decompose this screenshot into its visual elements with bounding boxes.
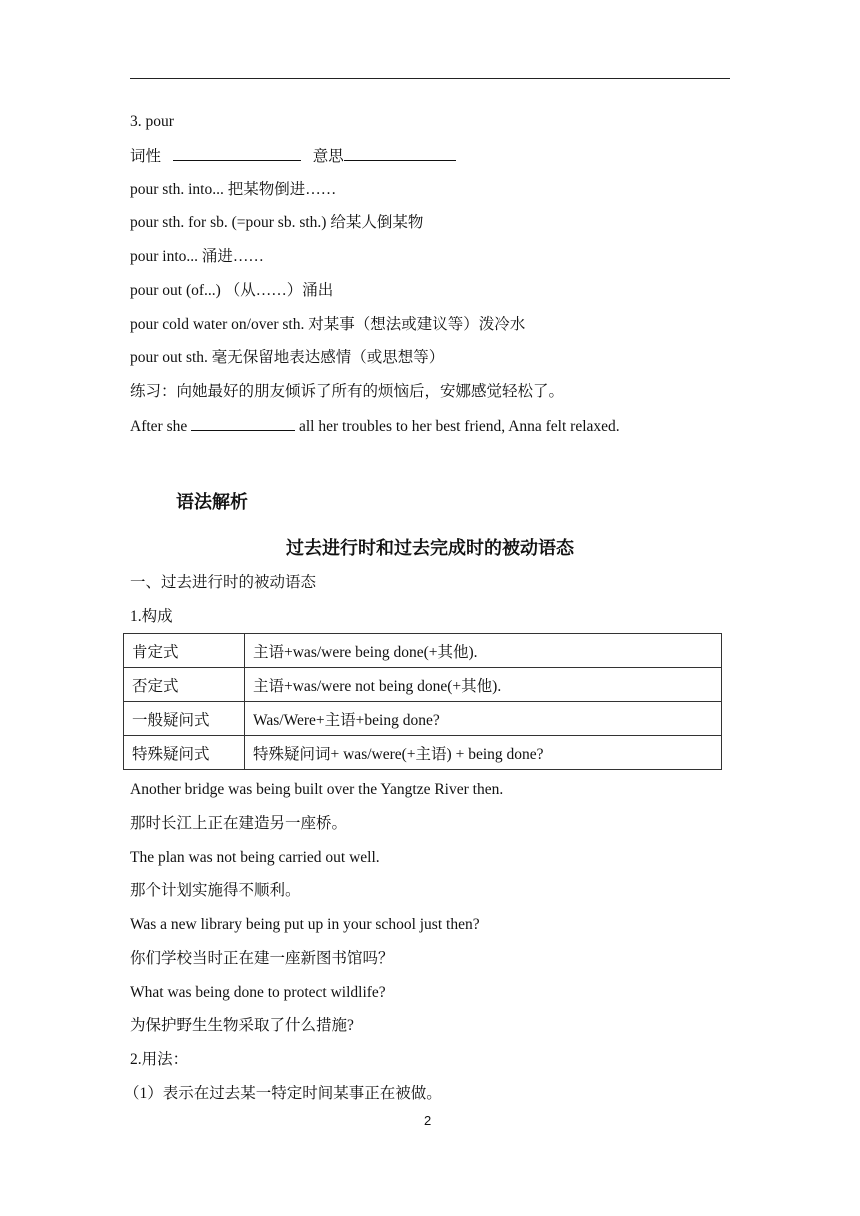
exercise-after: all her troubles to her best friend, Anna felt relaxed. xyxy=(295,418,620,435)
example-zh-3: 你们学校当时正在建一座新图书馆吗？ xyxy=(130,950,394,967)
usage-label: 2.用法： xyxy=(130,1051,189,1068)
phrase-2: pour sth. for sb. (=pour sb. sth.) 给某人倒某物 xyxy=(130,214,424,231)
exercise-prompt: 练习：向她最好的朋友倾诉了所有的烦恼后，安娜感觉轻松了。 xyxy=(130,383,565,400)
form-pattern: 特殊疑问词+ was/were(+主语) + being done? xyxy=(245,736,722,770)
form-pattern: 主语+was/were being done(+其他). xyxy=(245,634,722,668)
form-name: 一般疑问式 xyxy=(124,702,245,736)
phrase-5: pour cold water on/over sth. 对某事（想法或建议等）泼冷水 xyxy=(130,316,526,333)
exercise-before: After she xyxy=(130,418,192,435)
usage-item-1: （1）表示在过去某一特定时间某事正在被做。 xyxy=(124,1085,442,1102)
exercise-blank[interactable] xyxy=(191,416,295,431)
structure-label: 1.构成 xyxy=(130,608,173,625)
section-title: 语法解析 xyxy=(176,492,248,513)
phrase-6: pour out sth. 毫无保留地表达感情（或思想等） xyxy=(130,349,445,366)
example-zh-2: 那个计划实施得不顺利。 xyxy=(130,882,301,899)
exercise-sentence xyxy=(130,416,620,437)
example-en-2: The plan was not being carried out well. xyxy=(130,849,380,866)
example-en-1: Another bridge was being built over the Yangtze River then. xyxy=(130,781,504,798)
phrase-3: pour into... 涌进…… xyxy=(130,248,264,265)
header-rule xyxy=(130,78,730,79)
pos-meaning-line xyxy=(130,146,456,167)
page-number: 2 xyxy=(424,1113,432,1128)
vocab-heading: 3. pour xyxy=(130,113,174,130)
part1-title: 一、过去进行时的被动语态 xyxy=(130,574,317,591)
form-pattern: 主语+was/were not being done(+其他). xyxy=(245,668,722,702)
form-pattern: Was/Were+主语+being done? xyxy=(245,702,722,736)
table-row xyxy=(124,702,722,736)
table-row xyxy=(124,634,722,668)
form-name: 否定式 xyxy=(124,668,245,702)
form-name: 肯定式 xyxy=(124,634,245,668)
pos-label: 词性 xyxy=(130,148,162,165)
structure-table xyxy=(123,633,722,770)
example-en-3: Was a new library being put up in your school just then? xyxy=(130,916,480,933)
example-zh-1: 那时长江上正在建造另一座桥。 xyxy=(130,815,348,832)
table-row xyxy=(124,736,722,770)
phrase-4: pour out (of...) （从……）涌出 xyxy=(130,282,334,299)
meaning-label: 意思 xyxy=(312,148,344,165)
meaning-blank[interactable] xyxy=(344,146,456,161)
example-en-4: What was being done to protect wildlife? xyxy=(130,984,386,1001)
example-zh-4: 为保护野生生物采取了什么措施? xyxy=(130,1017,354,1034)
pos-blank[interactable] xyxy=(173,146,301,161)
table-row xyxy=(124,668,722,702)
phrase-1: pour sth. into... 把某物倒进…… xyxy=(130,181,337,198)
topic-title: 过去进行时和过去完成时的被动语态 xyxy=(286,538,574,559)
form-name: 特殊疑问式 xyxy=(124,736,245,770)
